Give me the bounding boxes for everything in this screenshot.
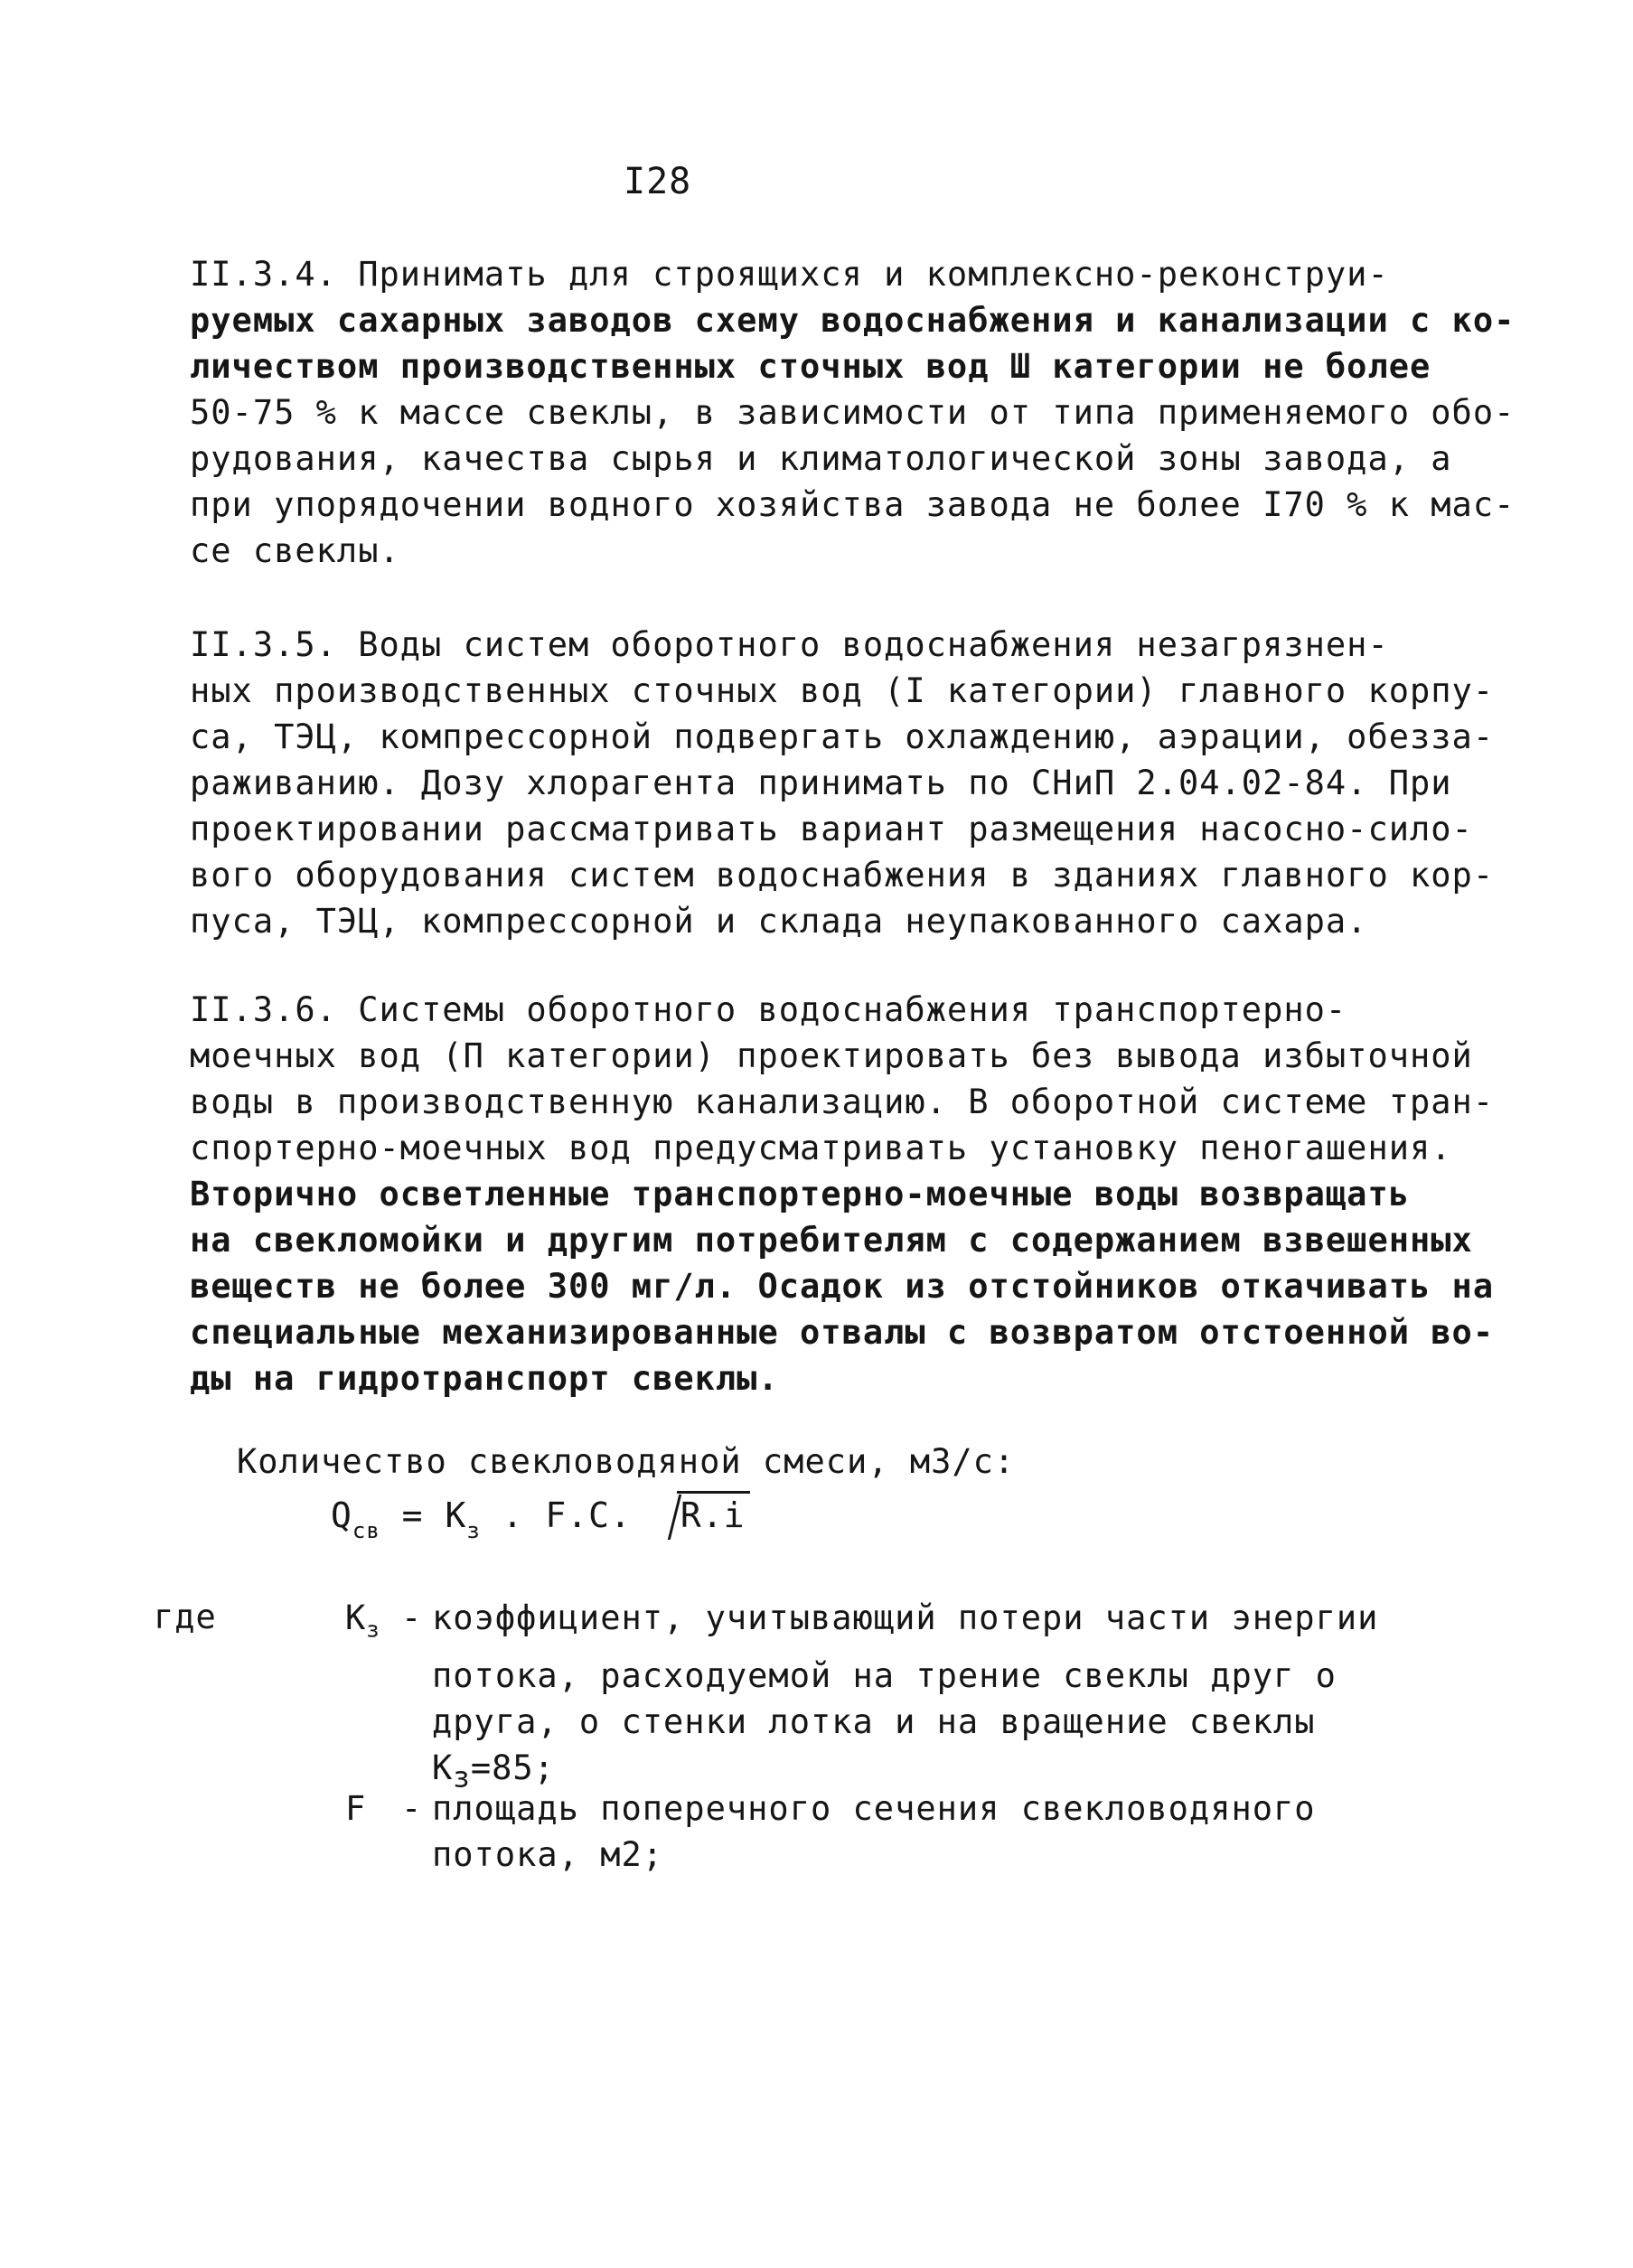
text-line: специальные механизированные отвалы с возвратом отстоенной во- [190, 1313, 1495, 1352]
definition-k3 [345, 1595, 1378, 1802]
definition-symbol: $K_з$ [345, 1598, 380, 1643]
text-line: при упорядочении водного хозяйства завода не более I70 % к мас- [190, 485, 1516, 524]
page-number: I28 [624, 161, 692, 202]
definition-text: коэффициент, учитывающий потери части энергии [432, 1598, 1379, 1637]
text-line: спортерно-моечных вод предусматривать установку пеногашения. [190, 1129, 1452, 1167]
formula-k: K [445, 1495, 467, 1535]
text-line: Вторично осветленные транспортерно-моечные воды возвращать [190, 1175, 1411, 1214]
text-line: раживанию. Дозу хлорагента принимать по СНиП 2.04.02-84. При [190, 764, 1452, 802]
formula [331, 1491, 750, 1543]
definition-dash: - [401, 1598, 423, 1637]
text-line: вого оборудования систем водоснабжения в зданиях главного кор- [190, 856, 1495, 895]
definition-text: друга, о стенки лотка и на вращение свеклы [432, 1702, 1316, 1742]
formula-k-sub: з [466, 1518, 481, 1543]
definition-symbol: F [345, 1789, 367, 1828]
text-line: II.3.4. Принимать для строящихся и комплексно-реконструи- [190, 255, 1389, 294]
where-label: где [154, 1598, 217, 1636]
text-line: веществ не более 300 мг/л. Осадок из отстойников откачивать на [190, 1267, 1495, 1306]
definition-dash: - [401, 1789, 423, 1828]
text-line: II.3.6. Системы оборотного водоснабжения транспортерно- [190, 990, 1347, 1029]
text-line: 50-75 % к массе свеклы, в зависимости от типа применяемого обо- [190, 393, 1516, 432]
definition-f [345, 1785, 1316, 1878]
formula-equals: = [380, 1495, 446, 1535]
definition-text: потока, расходуемой на трение свеклы друг о [432, 1656, 1337, 1696]
paragraph-11-3-4 [190, 251, 1516, 574]
text-line: се свеклы. [190, 531, 400, 570]
paragraph-11-3-6 [190, 987, 1495, 1171]
text-line: моечных вод (П категории) проектировать без вывода избыточной [190, 1036, 1473, 1075]
text-line: ных производственных сточных вод (I категории) главного корпу- [190, 671, 1495, 710]
text-line: руемых сахарных заводов схему водоснабжения и канализации с ко- [190, 301, 1516, 340]
paragraph-sludge [190, 1171, 1495, 1401]
formula-label: Количество свекловодяной смеси, м3/с: [237, 1442, 1016, 1481]
paragraph-11-3-5 [190, 622, 1495, 944]
text-line: проектировании рассматривать вариант размещения насосно-сило- [190, 810, 1473, 848]
definition-value: $K_з=85$; [432, 1748, 555, 1795]
formula-q-sub: св [352, 1518, 380, 1543]
formula-radicand: R.i [677, 1491, 751, 1535]
text-line: са, ТЭЦ, компрессорной подвергать охлаждению, аэрации, обезза- [190, 717, 1495, 756]
formula-q: Q [331, 1495, 352, 1535]
definition-text: площадь поперечного сечения свекловодяного [432, 1789, 1316, 1828]
square-root [653, 1491, 751, 1535]
definition-text: потока, м2; [432, 1835, 664, 1874]
text-line: воды в производственную канализацию. В оборотной системе тран- [190, 1082, 1495, 1121]
text-line: на свекломойки и другим потребителям с содержанием взвешенных [190, 1221, 1473, 1260]
text-line: ды на гидротранспорт свеклы. [190, 1359, 779, 1398]
text-line: личеством производственных сточных вод Ш категории не более [190, 347, 1431, 386]
text-line: пуса, ТЭЦ, компрессорной и склада неупакованного сахара. [190, 902, 1368, 941]
text-line: рудования, качества сырья и климатологической зоны завода, а [190, 439, 1452, 478]
formula-middle: . F.C. [480, 1495, 653, 1535]
text-line: II.3.5. Воды систем оборотного водоснабжения незагрязнен- [190, 625, 1389, 664]
